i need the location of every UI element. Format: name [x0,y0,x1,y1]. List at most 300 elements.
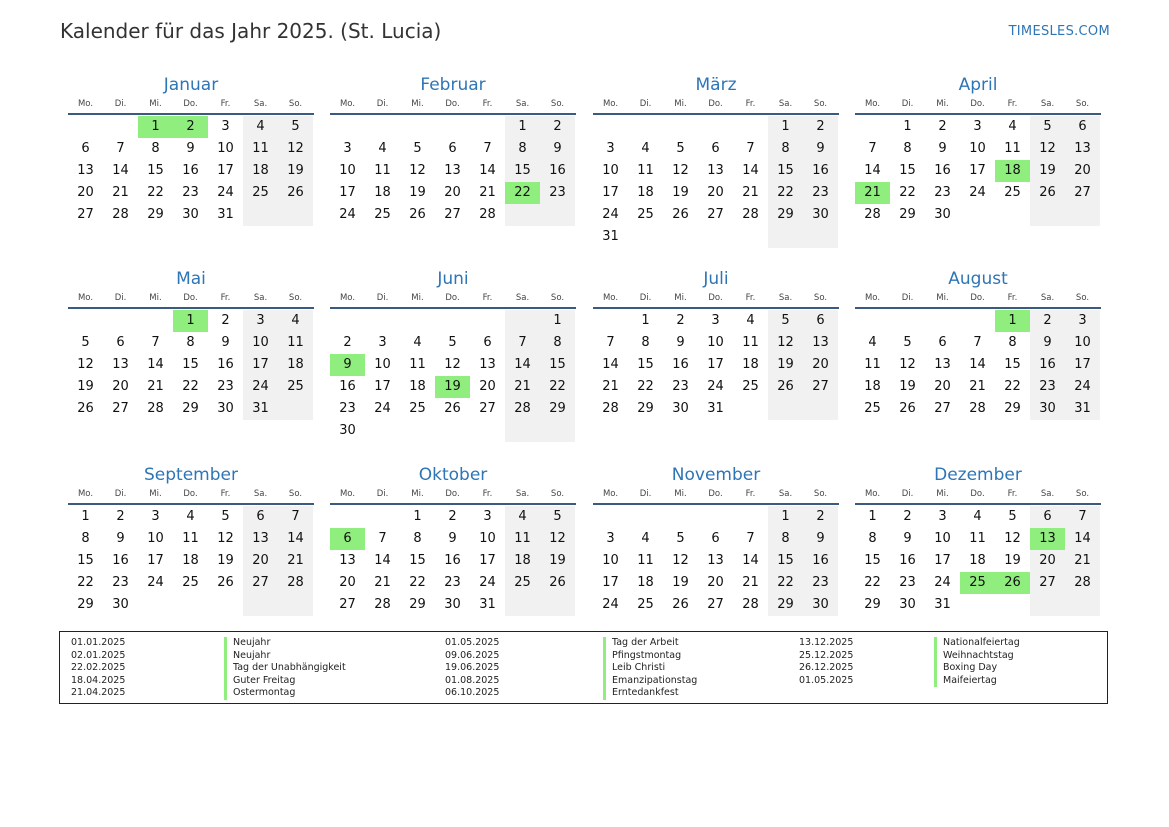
day-cell: 12 [768,332,803,354]
day-cell: 15 [1004,357,1021,372]
day-cell: 3 [606,531,615,546]
legend-dates-col-3 [799,637,853,687]
empty-cell [540,204,575,226]
empty-cell [995,204,1030,226]
day-cell: 30 [899,597,916,612]
day-cell: 16 [444,553,461,568]
page-title: Kalender für das Jahr 2025. (St. Lucia) [60,19,442,43]
day-cell: 15 [637,357,654,372]
brand-link[interactable]: TIMESLES.COM [1008,24,1110,39]
day-cell: 1 [81,509,90,524]
weekday-label: Sa. [778,293,793,303]
day-cell: 25 [182,575,199,590]
day-cell: 20 [77,185,94,200]
day-cell: 26 [672,597,689,612]
day-cell: 15 [899,163,916,178]
day-cell: 24 [479,575,496,590]
weekday-label: Do. [708,293,723,303]
day-cell: 24 [217,185,234,200]
legend-holiday-name: Tag der Unabhängigkeit [233,662,346,673]
day-cell: 13 [803,332,838,354]
empty-cell [960,204,995,226]
day-cell: 17 [374,379,391,394]
weekday-label: So. [550,293,565,303]
day-cell: 26 [672,207,689,222]
day-cell: 16 [899,553,916,568]
month-divider [68,113,314,115]
day-cell: 12 [540,528,575,550]
weekday-label: Di. [114,293,127,303]
day-cell: 5 [768,310,803,332]
weekday-label: Mo. [77,293,94,303]
weekday-label: Fr. [745,99,756,109]
day-grid [855,506,1101,616]
day-cell: 6 [330,528,365,550]
day-cell: 27 [444,207,461,222]
empty-cell [470,420,505,442]
empty-cell [1065,204,1100,226]
day-cell: 11 [374,163,391,178]
day-cell: 2 [343,335,352,350]
empty-cell [803,398,838,420]
day-cell: 30 [672,401,689,416]
day-cell: 3 [378,335,387,350]
day-cell: 27 [243,572,278,594]
day-cell: 22 [637,379,654,394]
weekday-label: Di. [639,293,652,303]
day-cell: 21 [969,379,986,394]
legend-date: 09.06.2025 [445,649,500,661]
day-cell: 19 [672,575,689,590]
day-cell: 15 [768,160,803,182]
weekday-label: Mo. [339,293,356,303]
day-cell: 10 [707,335,724,350]
day-cell: 10 [374,357,391,372]
weekday-label: Mo. [339,99,356,109]
day-cell: 17 [934,553,951,568]
day-cell: 27 [1065,182,1100,204]
day-cell: 6 [448,141,457,156]
day-cell: 12 [1004,531,1021,546]
day-cell: 28 [112,207,129,222]
day-cell: 28 [969,401,986,416]
day-cell: 21 [602,379,619,394]
day-cell: 21 [374,575,391,590]
day-cell: 13 [339,553,356,568]
weekday-label: Sa. [778,99,793,109]
day-cell: 30 [217,401,234,416]
month-8 [855,268,1101,420]
empty-cell [663,506,698,528]
day-cell: 11 [243,138,278,160]
month-name: März [695,75,737,95]
day-cell: 5 [903,335,912,350]
day-cell: 2 [676,313,685,328]
empty-cell [768,226,803,248]
empty-cell [768,398,803,420]
day-cell: 8 [868,531,877,546]
legend-holiday-name: Ostermontag [233,687,296,698]
month-name: Juli [703,269,729,289]
day-cell: 7 [151,335,160,350]
weekday-label: Mo. [602,99,619,109]
day-cell: 29 [768,204,803,226]
empty-cell [1065,594,1100,616]
day-cell: 3 [606,141,615,156]
month-4 [855,74,1101,226]
weekday-label: Mo. [864,489,881,499]
empty-cell [698,506,733,528]
day-cell: 11 [1004,141,1021,156]
day-cell: 3 [221,119,230,134]
day-cell: 27 [339,597,356,612]
day-cell: 18 [637,185,654,200]
empty-cell [138,594,173,616]
day-cell: 29 [768,594,803,616]
day-cell: 4 [505,506,540,528]
month-5 [68,268,314,420]
weekday-label: So. [288,293,303,303]
legend-holiday-name: Pfingstmontag [612,649,682,661]
weekday-label: Mo. [77,489,94,499]
day-cell: 28 [864,207,881,222]
day-cell: 16 [934,163,951,178]
day-cell: 3 [973,119,982,134]
month-3 [593,74,839,248]
day-grid [855,310,1101,420]
legend-holiday-name: Neujahr [233,637,271,648]
day-cell: 19 [77,379,94,394]
day-cell: 24 [243,376,278,398]
day-cell: 6 [1065,116,1100,138]
day-cell: 3 [343,141,352,156]
day-cell: 27 [934,401,951,416]
day-cell: 15 [182,357,199,372]
day-cell: 3 [1065,310,1100,332]
legend-holiday-name: Neujahr [233,649,271,661]
day-cell: 29 [409,597,426,612]
day-cell: 15 [409,553,426,568]
day-cell: 22 [899,185,916,200]
empty-cell [663,116,698,138]
month-divider [593,503,839,505]
day-cell: 26 [278,182,313,204]
weekday-label: Mi. [674,489,687,499]
weekday-label: Mo. [339,489,356,499]
day-cell: 28 [505,398,540,420]
day-cell: 20 [112,379,129,394]
month-divider [593,113,839,115]
weekday-header [68,96,314,113]
empty-cell [243,594,278,616]
day-cell: 15 [505,160,540,182]
weekday-label: Di. [901,293,914,303]
day-cell: 26 [217,575,234,590]
empty-cell [505,420,540,442]
legend-date: 26.12.2025 [799,662,854,673]
day-cell: 24 [374,401,391,416]
weekday-label: Mo. [602,489,619,499]
day-cell: 23 [540,182,575,204]
day-cell: 16 [112,553,129,568]
day-cell: 29 [637,401,654,416]
day-cell: 18 [243,160,278,182]
day-cell: 24 [934,575,951,590]
month-name: August [948,269,1008,289]
day-cell: 1 [641,313,650,328]
day-cell: 1 [540,310,575,332]
day-cell: 22 [77,575,94,590]
day-cell: 19 [899,379,916,394]
day-cell: 17 [969,163,986,178]
empty-cell [400,116,435,138]
weekday-label: Mo. [864,293,881,303]
day-cell: 16 [1030,354,1065,376]
weekday-header [855,290,1101,307]
empty-cell [208,594,243,616]
day-cell: 11 [742,335,759,350]
day-cell: 13 [1065,138,1100,160]
empty-cell [470,116,505,138]
day-cell: 8 [1008,335,1017,350]
day-cell: 12 [444,357,461,372]
day-cell: 21 [742,575,759,590]
empty-cell [803,226,838,248]
weekday-label: Mo. [602,293,619,303]
day-grid [855,116,1101,226]
weekday-label: So. [813,293,828,303]
empty-cell [733,226,768,248]
day-cell: 30 [182,207,199,222]
empty-cell [435,116,470,138]
month-11 [593,464,839,616]
day-cell: 14 [864,163,881,178]
empty-cell [855,310,890,332]
day-grid [330,506,576,616]
weekday-header [330,486,576,503]
weekday-header [68,486,314,503]
legend-date: 19.06.2025 [445,662,500,673]
legend-date: 01.01.2025 [71,637,126,648]
empty-cell [330,116,365,138]
day-cell: 13 [243,528,278,550]
weekday-header [593,486,839,503]
day-cell: 7 [746,141,755,156]
day-cell: 6 [711,141,720,156]
weekday-label: Sa. [1040,99,1055,109]
day-cell: 21 [1065,550,1100,572]
day-cell: 31 [934,597,951,612]
day-cell: 12 [77,357,94,372]
day-cell: 5 [81,335,90,350]
day-cell: 26 [1030,182,1065,204]
day-cell: 13 [479,357,496,372]
day-cell: 24 [602,597,619,612]
day-cell: 18 [374,185,391,200]
day-cell: 10 [147,531,164,546]
day-cell: 2 [938,119,947,134]
day-cell: 24 [339,207,356,222]
empty-cell [435,310,470,332]
legend-date: 22.02.2025 [71,662,126,673]
day-cell: 5 [1008,509,1017,524]
month-name: Januar [163,75,219,95]
day-cell: 26 [899,401,916,416]
day-cell: 25 [505,572,540,594]
day-cell: 25 [243,182,278,204]
day-cell: 17 [479,553,496,568]
day-cell: 28 [602,401,619,416]
day-cell: 29 [864,597,881,612]
month-12 [855,464,1101,616]
day-cell: 7 [868,141,877,156]
day-cell: 23 [934,185,951,200]
weekday-label: Di. [901,489,914,499]
day-cell: 24 [147,575,164,590]
day-cell: 31 [479,597,496,612]
day-cell: 2 [221,313,230,328]
day-cell: 30 [803,204,838,226]
day-cell: 9 [448,531,457,546]
day-cell: 23 [339,401,356,416]
empty-cell [698,226,733,248]
day-cell: 11 [505,528,540,550]
day-cell: 10 [217,141,234,156]
legend-holiday-name: Erntedankfest [612,687,679,698]
day-cell: 14 [1065,528,1100,550]
weekday-label: Do. [183,99,198,109]
day-cell: 1 [768,116,803,138]
legend-date: 01.05.2025 [799,674,854,686]
day-cell: 26 [77,401,94,416]
weekday-label: Fr. [745,293,756,303]
day-cell: 6 [483,335,492,350]
day-cell: 13 [707,553,724,568]
day-cell: 10 [339,163,356,178]
day-cell: 7 [505,332,540,354]
day-cell: 11 [182,531,199,546]
day-cell: 11 [637,553,654,568]
day-cell: 30 [1030,398,1065,420]
month-2 [330,74,576,226]
day-cell: 17 [602,185,619,200]
day-cell: 21 [855,182,890,204]
legend-names-col-2 [603,637,697,700]
empty-cell [593,506,628,528]
day-cell: 21 [112,185,129,200]
empty-cell [365,310,400,332]
day-cell: 4 [641,531,650,546]
day-cell: 24 [707,379,724,394]
empty-cell [278,204,313,226]
day-cell: 2 [803,506,838,528]
empty-cell [540,420,575,442]
weekday-label: Do. [970,293,985,303]
day-cell: 6 [1030,506,1065,528]
weekday-label: Mi. [674,99,687,109]
weekday-label: Fr. [220,99,231,109]
month-divider [68,503,314,505]
day-cell: 18 [742,357,759,372]
month-9 [68,464,314,616]
day-cell: 31 [217,207,234,222]
day-cell: 23 [444,575,461,590]
day-cell: 29 [147,207,164,222]
empty-cell [733,506,768,528]
weekday-header [855,486,1101,503]
day-cell: 31 [1065,398,1100,420]
day-cell: 14 [278,528,313,550]
day-cell: 26 [768,376,803,398]
day-cell: 15 [540,354,575,376]
day-cell: 16 [540,160,575,182]
day-cell: 1 [413,509,422,524]
day-cell: 5 [278,116,313,138]
empty-cell [890,310,925,332]
day-cell: 24 [969,185,986,200]
weekday-label: Sa. [253,489,268,499]
day-cell: 16 [217,357,234,372]
month-10 [330,464,576,616]
legend-dates-col-2 [445,637,499,700]
day-cell: 17 [147,553,164,568]
day-cell: 14 [505,354,540,376]
month-divider [330,113,576,115]
day-cell: 1 [868,509,877,524]
day-cell: 17 [1065,354,1100,376]
day-cell: 22 [182,379,199,394]
day-cell: 6 [81,141,90,156]
empty-cell [330,506,365,528]
day-cell: 18 [995,160,1030,182]
empty-cell [505,204,540,226]
day-cell: 14 [112,163,129,178]
day-cell: 26 [540,572,575,594]
day-cell: 17 [602,575,619,590]
empty-cell [733,116,768,138]
day-grid [68,506,314,616]
legend-holiday-name: Boxing Day [943,662,998,673]
weekday-label: Sa. [515,99,530,109]
day-cell: 18 [637,575,654,590]
day-cell: 1 [173,310,208,332]
day-cell: 2 [448,509,457,524]
day-cell: 28 [1065,572,1100,594]
day-cell: 3 [243,310,278,332]
weekday-label: Do. [970,489,985,499]
day-cell: 11 [278,332,313,354]
empty-cell [400,310,435,332]
day-cell: 16 [803,160,838,182]
day-cell: 30 [803,594,838,616]
legend-holiday-name: Weihnachtstag [943,649,1014,661]
day-cell: 13 [112,357,129,372]
day-cell: 14 [374,553,391,568]
day-cell: 8 [641,335,650,350]
day-cell: 8 [768,138,803,160]
weekday-label: Do. [445,293,460,303]
day-cell: 4 [641,141,650,156]
month-6 [330,268,576,442]
weekday-label: Sa. [1040,489,1055,499]
day-cell: 27 [803,376,838,398]
weekday-header [330,96,576,113]
empty-cell [278,398,313,420]
day-cell: 4 [868,335,877,350]
day-cell: 20 [803,354,838,376]
day-grid [593,116,839,248]
empty-cell [365,506,400,528]
